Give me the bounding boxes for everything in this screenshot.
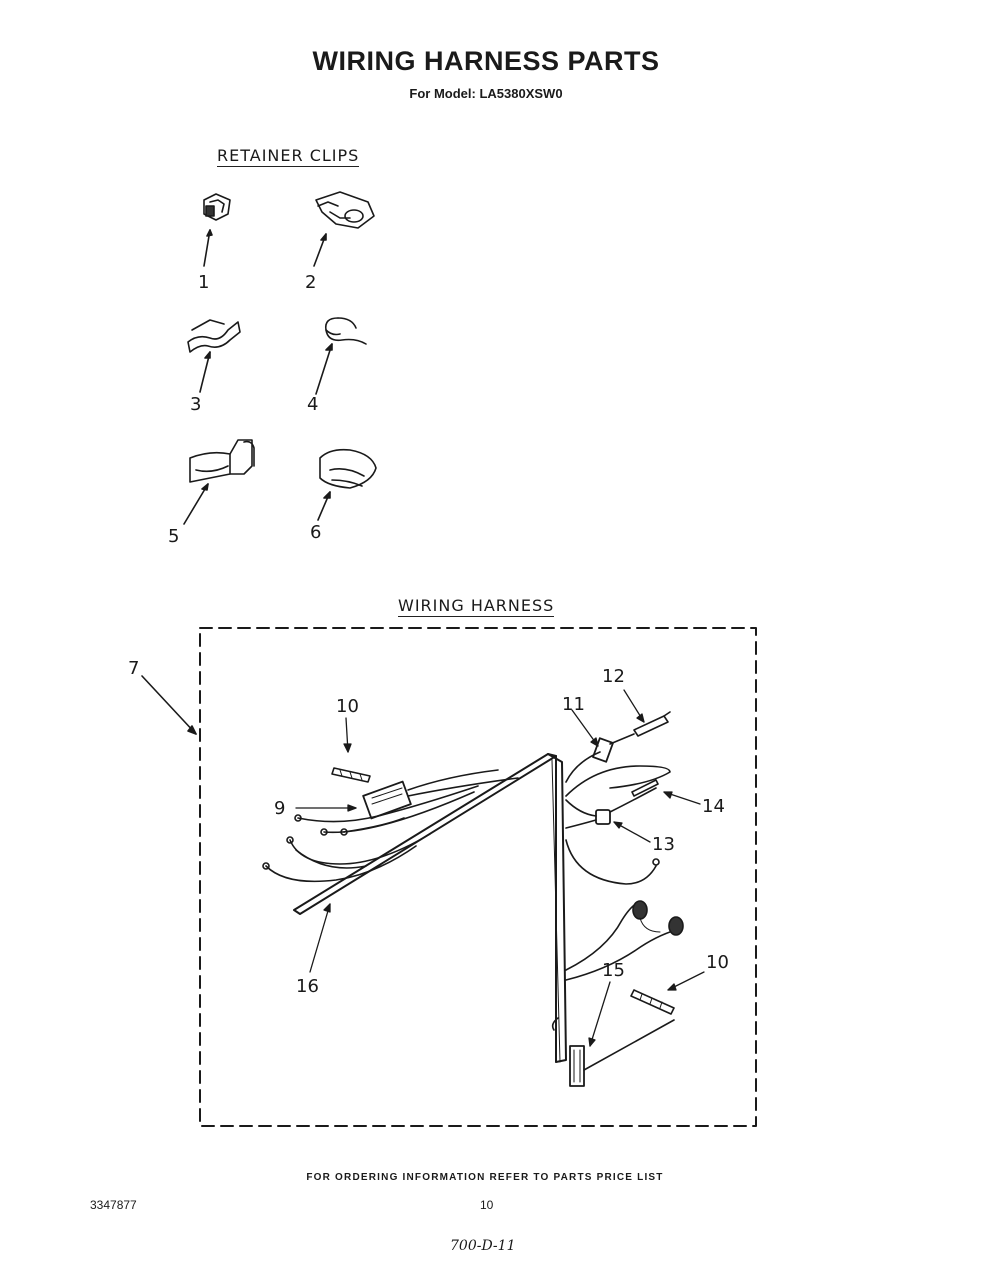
callout-15: 15 <box>602 960 625 981</box>
callout-6: 6 <box>310 522 322 543</box>
callout-10-left: 10 <box>336 696 359 717</box>
callout-13: 13 <box>652 834 675 855</box>
callout-7-leader <box>142 676 196 734</box>
callout-14: 14 <box>702 796 725 817</box>
callout-12: 12 <box>602 666 625 687</box>
wiring-harness-heading: WIRING HARNESS <box>398 596 555 615</box>
callout-10-right: 10 <box>706 952 729 973</box>
callout-16: 16 <box>296 976 319 997</box>
callout-2: 2 <box>305 272 317 293</box>
retainer-clips-heading: RETAINER CLIPS <box>217 146 360 165</box>
retainer-clip-2 <box>314 192 374 266</box>
ordering-info-note: FOR ORDERING INFORMATION REFER TO PARTS PRICE LIST <box>306 1172 664 1183</box>
callout-5: 5 <box>168 526 180 547</box>
callout-1: 1 <box>198 272 210 293</box>
callout-11: 11 <box>562 694 585 715</box>
callout-7: 7 <box>128 658 140 679</box>
retainer-clip-3 <box>188 320 240 392</box>
wiring-harness-assembly <box>263 712 683 1086</box>
retainer-clip-4 <box>316 318 366 394</box>
document-number: 3347877 <box>90 1198 137 1212</box>
retainer-clip-6 <box>318 450 376 520</box>
retainer-clip-5 <box>184 440 254 524</box>
page-number: 10 <box>480 1198 494 1212</box>
callout-4: 4 <box>307 394 319 415</box>
model-subtitle: For Model: LA5380XSW0 <box>409 86 563 101</box>
callout-3: 3 <box>190 394 202 415</box>
retainer-clip-1 <box>204 194 230 266</box>
page-title: WIRING HARNESS PARTS <box>312 46 660 76</box>
handwritten-code: 700-D-11 <box>450 1238 516 1254</box>
callout-9: 9 <box>274 798 286 819</box>
